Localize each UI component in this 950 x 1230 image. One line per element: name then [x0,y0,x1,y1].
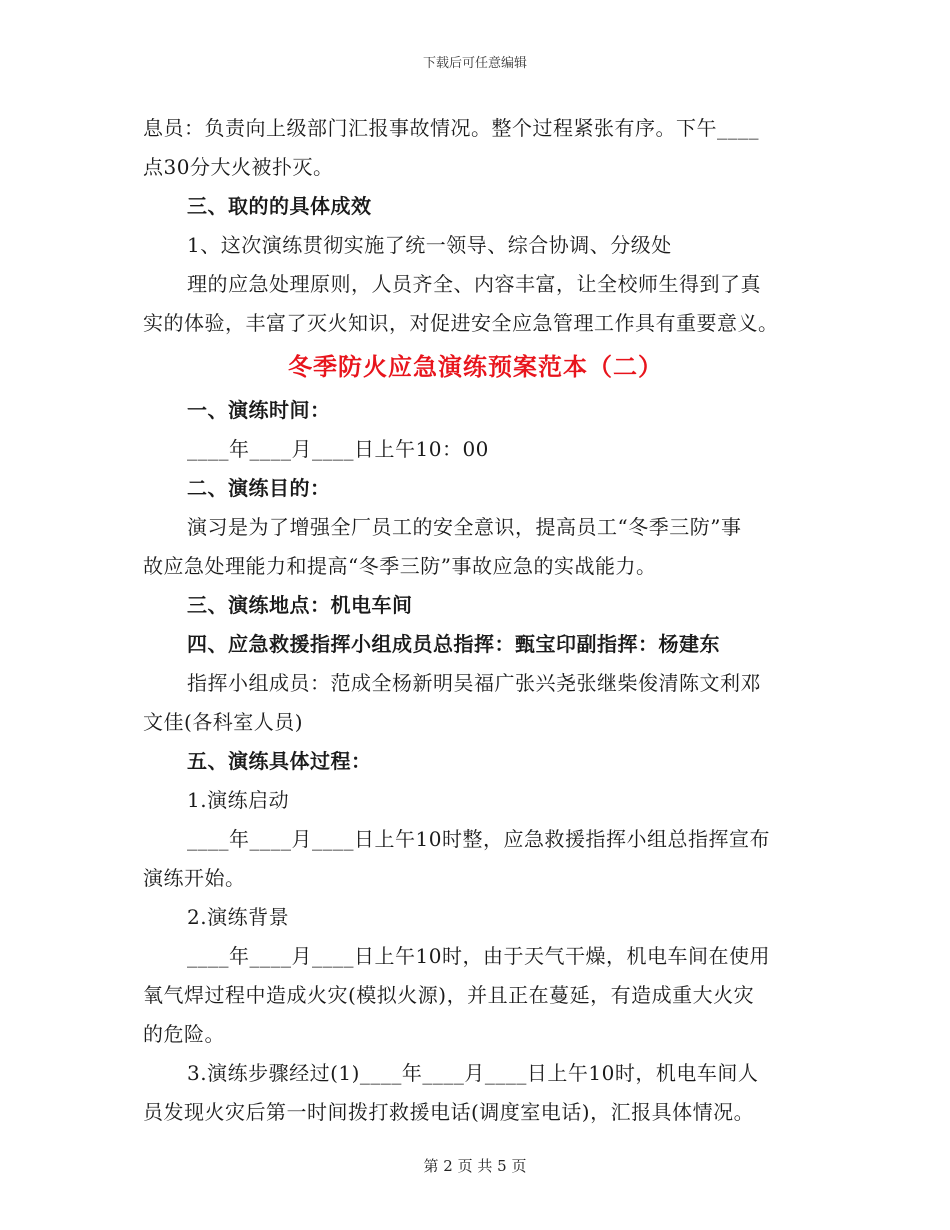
paragraph-line: 1、这次演练贯彻实施了统一领导、综合协调、分级处 [187,233,672,257]
paragraph-line: 点30分大火被扑灭。 [143,155,334,179]
page-header: 下载后可任意编辑 [422,56,527,71]
section-heading: 三、演练地点：机电车间 [187,593,413,617]
paragraph-line: 息员：负责向上级部门汇报事故情况。整个过程紧张有序。下午____ [143,116,759,140]
paragraph-line: 3.演练步骤经过(1)____年____月____日上午10时，机电车间人 [187,1061,759,1085]
section-heading: 五、演练具体过程： [187,749,372,773]
paragraph-line: 1.演练启动 [187,788,290,812]
paragraph-line: 演练开始。 [143,866,246,890]
paragraph-line: 演习是为了增强全厂员工的安全意识，提高员工“冬季三防”事 [187,515,742,539]
paragraph-line: 理的应急处理原则，人员齐全、内容丰富，让全校师生得到了真 [187,272,761,296]
paragraph-line: 文佳(各科室人员) [143,710,304,734]
section-heading: 二、演练目的： [187,476,331,500]
document-body [143,109,808,1132]
section-heading: 三、取的的具体成效 [187,194,372,218]
document-title: 冬季防火应急演练预案范本（二） [288,352,663,381]
paragraph-line: ____年____月____日上午10时整，应急救援指挥小组总指挥宣布 [187,827,770,851]
section-heading: 一、演练时间： [187,398,331,422]
paragraph-line: 的危险。 [143,1022,225,1046]
paragraph-line: 氧气焊过程中造成火灾(模拟火源)，并且正在蔓延，有造成重大火灾 [143,983,755,1007]
page-footer: 第 2 页 共 5 页 [423,1157,527,1175]
paragraph-line: 实的体验，丰富了灭火知识，对促进安全应急管理工作具有重要意义。 [143,311,779,335]
paragraph-line: 员发现火灾后第一时间拨打救援电话(调度室电话)，汇报具体情况。 [143,1100,755,1124]
paragraph-line: ____年____月____日上午10：00 [187,437,489,461]
paragraph-line: ____年____月____日上午10时，由于天气干燥，机电车间在使用 [187,944,770,968]
paragraph-line: 2.演练背景 [187,905,290,929]
paragraph-line: 指挥小组成员：范成全杨新明吴福广张兴尧张继柴俊清陈文利邓 [187,671,761,695]
paragraph-line: 故应急处理能力和提高“冬季三防”事故应急的实战能力。 [143,554,657,578]
section-heading: 四、应急救援指挥小组成员总指挥：甄宝印副指挥：杨建东 [187,632,720,656]
